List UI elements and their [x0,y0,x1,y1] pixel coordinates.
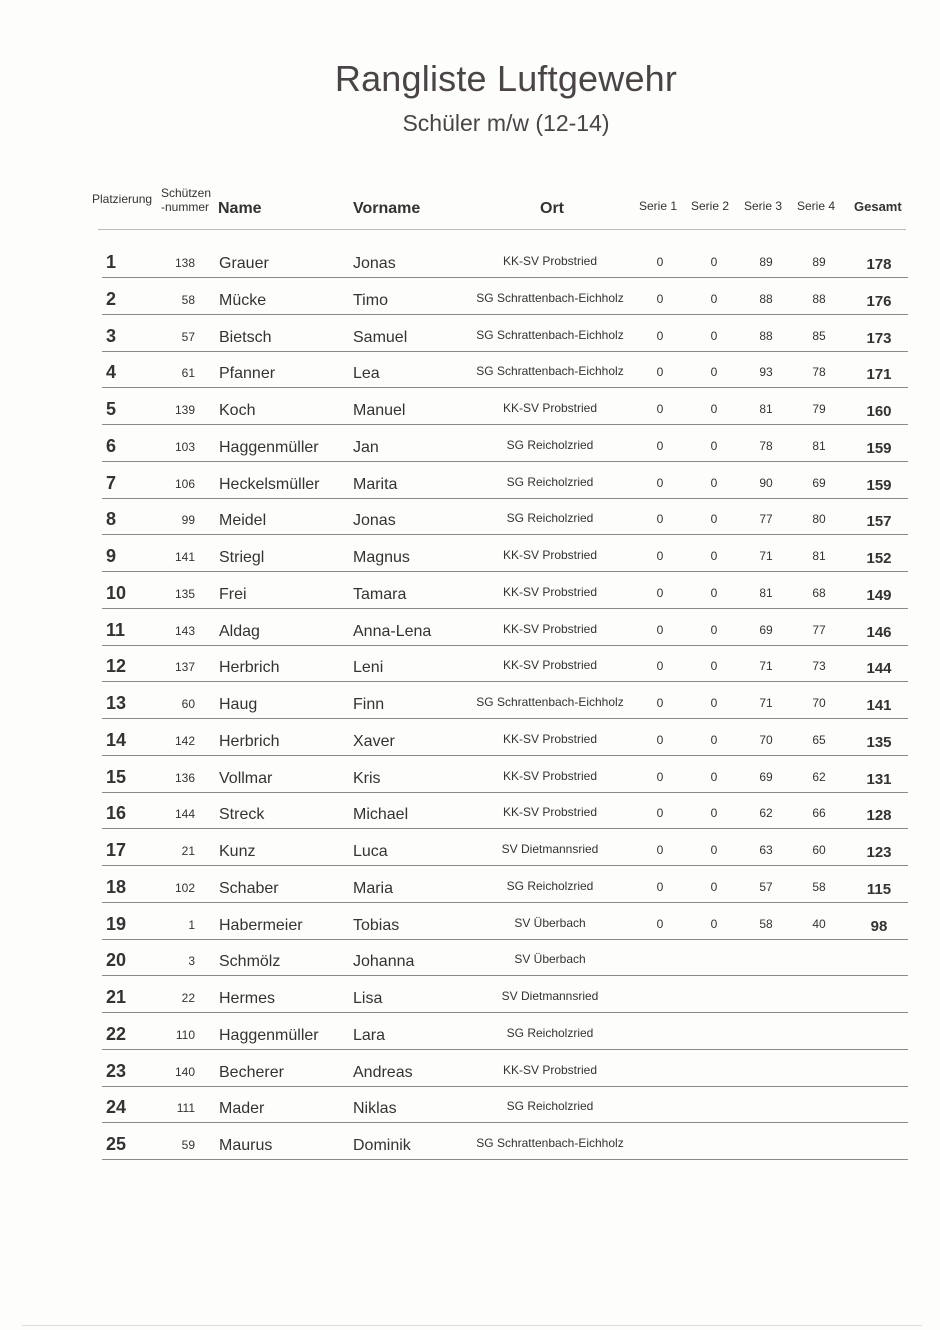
row-name: Aldag [219,622,260,640]
row-ort: SG Schrattenbach-Eichholz [476,364,624,379]
row-serie-3: 70 [759,732,773,747]
table-row [0,1087,940,1124]
table-row [0,573,940,610]
row-serie-4: 58 [812,879,826,894]
header-schuetzen-line1: Schützen [161,186,212,200]
row-schuetzennummer: 58 [181,292,195,307]
row-schuetzennummer: 140 [174,1064,195,1079]
row-platzierung: 9 [106,546,117,566]
row-serie-2: 0 [710,769,718,784]
row-schuetzennummer: 61 [181,366,195,381]
row-name: Schaber [219,879,279,897]
row-vorname: Lisa [353,990,383,1007]
row-platzierung: 17 [106,840,127,860]
row-gesamt: 173 [866,329,892,347]
row-serie-3: 71 [759,696,773,710]
table-row [0,646,940,683]
row-gesamt: 178 [866,256,892,273]
row-vorname: Timo [353,291,388,309]
row-serie-1: 0 [656,622,664,637]
row-name: Mücke [219,291,267,309]
row-serie-4: 62 [812,769,826,784]
row-divider [102,1159,908,1160]
row-name: Pfanner [219,365,276,383]
row-serie-1: 0 [656,806,664,821]
row-serie-3: 81 [759,585,773,600]
row-serie-1: 0 [656,438,664,453]
row-platzierung: 5 [106,399,117,419]
row-schuetzennummer: 142 [174,733,195,748]
row-name: Striegl [219,549,265,566]
row-ort: KK-SV Probstried [502,658,598,673]
row-name: Kunz [219,843,256,860]
row-gesamt: 135 [866,733,892,751]
row-schuetzennummer: 60 [181,697,195,711]
row-serie-2: 0 [710,512,718,527]
row-schuetzennummer: 102 [174,880,195,895]
row-serie-2: 0 [710,255,718,269]
row-gesamt: 123 [866,844,892,861]
row-schuetzennummer: 110 [175,1027,195,1042]
table-row [0,1051,940,1088]
row-serie-4: 80 [812,512,826,527]
row-vorname: Anna-Lena [353,622,432,640]
header-schuetzen-line2: -nummer [161,200,210,214]
row-serie-2: 0 [710,402,718,416]
row-platzierung: 2 [106,288,117,309]
page-title: Rangliste Luftgewehr [334,58,678,99]
row-serie-1: 0 [656,365,664,380]
table-row [0,757,940,794]
row-platzierung: 6 [106,435,117,456]
row-gesamt: 141 [866,697,892,714]
table-row [0,720,940,757]
row-vorname: Tobias [353,916,400,934]
row-ort: SG Schrattenbach-Eichholz [476,695,624,709]
row-serie-3: 90 [759,475,773,490]
row-serie-1: 0 [656,585,664,600]
row-serie-3: 88 [759,328,773,343]
row-name: Koch [219,402,256,419]
row-schuetzennummer: 99 [181,513,195,528]
row-serie-2: 0 [710,879,718,894]
row-gesamt: 159 [866,476,892,494]
row-ort: SG Reicholzried [506,511,594,526]
table-row [0,867,940,904]
page-bottom-divider [22,1325,922,1326]
row-name: Herbrich [219,732,280,750]
row-serie-4: 69 [812,475,826,490]
row-serie-1: 0 [656,659,664,674]
table-row [0,499,940,536]
row-serie-2: 0 [710,291,718,306]
row-vorname: Tamara [353,585,407,603]
row-schuetzennummer: 3 [188,954,195,969]
table-row [0,830,940,867]
table-row [0,316,940,353]
row-serie-4: 73 [812,659,826,674]
row-gesamt: 160 [866,403,892,420]
row-serie-4: 88 [812,291,826,306]
row-serie-1: 0 [656,843,664,857]
row-serie-2: 0 [710,843,718,857]
row-schuetzennummer: 111 [176,1101,195,1116]
row-ort: SG Schrattenbach-Eichholz [476,290,624,305]
row-vorname: Leni [353,659,384,677]
row-schuetzennummer: 103 [174,439,195,454]
row-schuetzennummer: 138 [174,256,195,270]
row-serie-4: 89 [812,255,826,269]
row-platzierung: 7 [106,472,117,493]
row-ort: KK-SV Probstried [502,621,598,636]
row-schuetzennummer: 59 [181,1138,195,1152]
row-serie-1: 0 [656,549,664,563]
row-schuetzennummer: 1 [188,917,195,932]
row-serie-3: 77 [759,512,773,527]
table-row [0,1014,940,1051]
row-vorname: Kris [353,769,381,787]
row-name: Haggenmüller [219,438,319,456]
table-row [0,242,940,279]
row-vorname: Manuel [353,402,406,419]
table-row [0,683,940,720]
row-vorname: Dominik [353,1137,411,1154]
table-row [0,977,940,1014]
header-ort: Ort [540,200,564,217]
row-serie-1: 0 [656,769,664,784]
row-platzierung: 10 [106,582,127,603]
row-serie-4: 77 [812,622,826,637]
row-platzierung: 1 [106,252,117,272]
table-row [0,610,940,647]
row-vorname: Magnus [353,549,410,566]
row-schuetzennummer: 21 [181,844,195,858]
row-ort: KK-SV Probstried [502,731,598,746]
row-name: Hermes [219,990,276,1007]
row-schuetzennummer: 137 [174,660,195,675]
row-name: Herbrich [219,659,280,677]
row-ort: SV Überbach [514,915,586,930]
row-schuetzennummer: 106 [174,476,195,491]
row-serie-2: 0 [710,549,718,563]
row-serie-3: 71 [759,549,773,563]
row-vorname: Xaver [353,732,395,750]
row-platzierung: 4 [106,362,117,383]
row-serie-4: 60 [812,843,826,857]
row-serie-2: 0 [710,622,718,637]
row-platzierung: 12 [106,656,127,677]
row-vorname: Lara [353,1026,386,1044]
table-row [0,940,940,977]
row-serie-1: 0 [656,732,664,747]
header-platzierung: Platzierung [92,192,153,206]
row-serie-2: 0 [710,916,718,931]
row-vorname: Lea [353,365,380,383]
row-serie-3: 57 [759,879,773,894]
row-schuetzennummer: 22 [181,991,195,1005]
row-serie-2: 0 [710,659,718,674]
row-name: Haggenmüller [219,1026,319,1044]
row-vorname: Samuel [353,328,408,346]
row-schuetzennummer: 57 [181,329,195,344]
row-gesamt: 146 [866,623,892,641]
row-schuetzennummer: 136 [174,770,195,785]
row-serie-3: 81 [759,402,773,416]
row-vorname: Johanna [353,953,415,971]
row-vorname: Niklas [353,1100,397,1118]
row-serie-3: 71 [759,659,773,674]
table-row [0,1124,940,1161]
row-serie-1: 0 [656,512,664,527]
row-platzierung: 19 [106,913,127,934]
row-name: Bietsch [219,328,272,346]
row-ort: KK-SV Probstried [502,401,598,415]
row-vorname: Jan [353,438,379,456]
row-platzierung: 14 [106,729,127,750]
row-serie-1: 0 [656,328,664,343]
table-row [0,352,940,389]
row-ort: KK-SV Probstried [502,805,598,820]
header-serie-4: Serie 4 [797,199,836,213]
table-row [0,426,940,463]
row-serie-3: 62 [759,806,773,821]
row-vorname: Andreas [353,1063,413,1081]
row-schuetzennummer: 143 [174,623,195,638]
row-platzierung: 3 [106,325,117,346]
row-gesamt: 176 [866,292,892,310]
header-serie-3: Serie 3 [744,199,783,213]
row-serie-3: 78 [759,438,773,453]
row-gesamt: 152 [866,550,892,567]
row-serie-3: 63 [759,843,773,857]
header-vorname: Vorname [353,200,421,217]
row-platzierung: 13 [106,693,127,713]
row-platzierung: 23 [106,1060,127,1081]
row-gesamt: 128 [866,807,892,825]
row-ort: KK-SV Probstried [502,584,598,599]
row-serie-2: 0 [710,438,718,453]
header-name: Name [218,200,262,217]
row-serie-1: 0 [656,291,664,306]
row-serie-4: 65 [812,732,826,747]
row-serie-1: 0 [656,402,664,416]
row-schuetzennummer: 139 [174,403,195,417]
row-name: Mader [219,1100,265,1118]
row-platzierung: 11 [106,619,126,640]
row-name: Schmölz [219,953,281,971]
row-serie-2: 0 [710,328,718,343]
row-schuetzennummer: 135 [174,586,195,601]
row-serie-4: 85 [812,328,826,343]
row-name: Habermeier [219,916,303,934]
row-name: Haug [219,696,258,713]
row-name: Maurus [219,1137,273,1154]
table-row [0,793,940,830]
table-row [0,389,940,426]
row-serie-2: 0 [710,585,718,600]
row-ort: SV Dietmannsried [501,989,599,1003]
row-serie-4: 79 [812,402,826,416]
row-serie-1: 0 [656,696,664,710]
row-ort: KK-SV Probstried [502,254,598,268]
row-serie-4: 81 [812,549,826,563]
header-serie-1: Serie 1 [639,199,678,213]
row-ort: SG Reicholzried [506,878,594,893]
row-serie-1: 0 [656,475,664,490]
row-vorname: Marita [353,475,398,493]
row-serie-4: 81 [812,438,826,453]
row-vorname: Luca [353,843,388,860]
table-row [0,904,940,941]
row-ort: SG Reicholzried [506,1025,594,1040]
row-platzierung: 15 [106,766,127,787]
header-gesamt: Gesamt [854,199,902,214]
row-serie-3: 69 [759,769,773,784]
row-serie-4: 78 [812,365,826,380]
row-platzierung: 16 [106,803,127,824]
row-platzierung: 21 [106,987,127,1007]
row-serie-3: 58 [759,916,773,931]
row-serie-1: 0 [656,255,664,269]
row-serie-2: 0 [710,732,718,747]
row-ort: SG Reicholzried [506,474,594,489]
row-serie-4: 70 [812,696,826,710]
row-platzierung: 18 [106,876,127,897]
row-serie-4: 68 [812,585,826,600]
row-gesamt: 131 [866,770,892,788]
table-row [0,279,940,316]
row-ort: SV Überbach [514,952,586,967]
row-platzierung: 22 [106,1023,127,1044]
row-gesamt: 171 [866,366,892,384]
row-serie-3: 69 [759,622,773,637]
row-vorname: Jonas [353,255,396,272]
row-name: Becherer [219,1063,284,1081]
row-serie-2: 0 [710,806,718,821]
row-ort: KK-SV Probstried [502,548,598,562]
row-serie-4: 40 [812,916,826,931]
row-serie-1: 0 [656,879,664,894]
row-platzierung: 25 [106,1134,127,1154]
row-ort: SG Schrattenbach-Eichholz [476,327,624,342]
row-gesamt: 157 [866,513,892,531]
row-platzierung: 24 [106,1097,127,1118]
row-serie-3: 93 [759,365,773,380]
row-gesamt: 149 [866,586,892,604]
row-ort: SG Reicholzried [506,1099,594,1114]
row-vorname: Finn [353,696,385,713]
row-serie-2: 0 [710,475,718,490]
row-ort: KK-SV Probstried [502,768,598,783]
table-row [0,463,940,500]
row-serie-2: 0 [710,365,718,380]
row-gesamt: 144 [866,660,892,678]
row-ort: KK-SV Probstried [502,1062,598,1077]
row-vorname: Michael [353,806,409,824]
row-platzierung: 20 [106,950,127,971]
row-gesamt: 159 [866,439,892,457]
row-ort: SG Reicholzried [506,437,594,452]
row-name: Grauer [219,255,269,272]
row-platzierung: 8 [106,509,117,530]
row-ort: SG Schrattenbach-Eichholz [476,1136,624,1150]
header-serie-2: Serie 2 [691,199,730,213]
row-serie-3: 89 [759,255,773,269]
row-gesamt: 115 [866,880,892,898]
row-serie-1: 0 [656,916,664,931]
row-name: Streck [219,806,265,824]
row-serie-4: 66 [812,806,826,821]
row-name: Heckelsmüller [219,475,320,493]
row-schuetzennummer: 141 [174,550,195,564]
row-name: Vollmar [219,769,273,787]
row-schuetzennummer: 144 [174,807,195,822]
row-vorname: Maria [353,879,394,897]
row-gesamt: 98 [870,917,888,935]
row-serie-3: 88 [759,291,773,306]
row-serie-2: 0 [710,696,718,710]
page-subtitle: Schüler m/w (12-14) [402,110,610,136]
row-vorname: Jonas [353,512,396,530]
table-row [0,536,940,573]
row-name: Meidel [219,512,267,530]
row-ort: SV Dietmannsried [501,842,599,856]
row-name: Frei [219,585,247,603]
